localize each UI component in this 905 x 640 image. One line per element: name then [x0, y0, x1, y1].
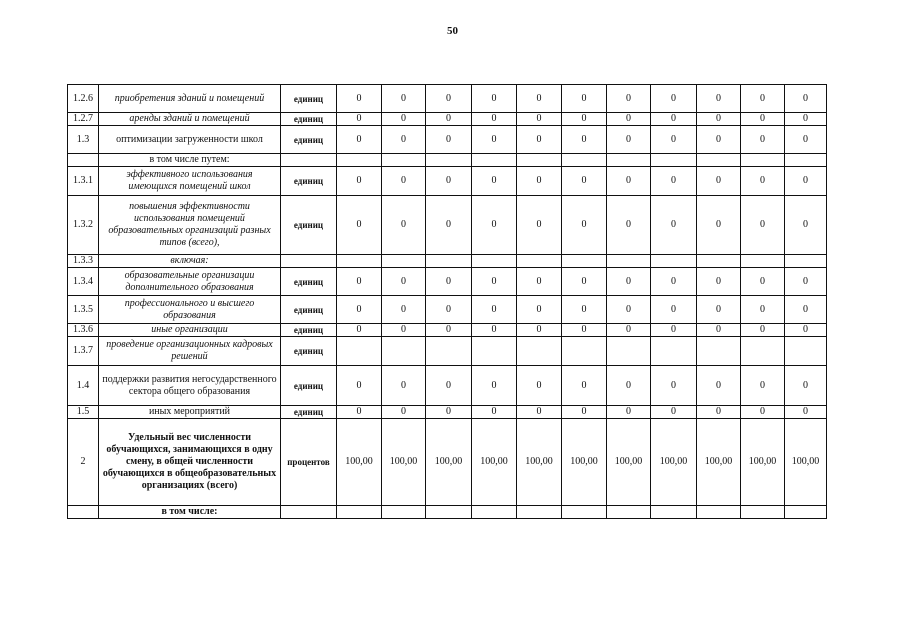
indicator-table [67, 84, 827, 519]
value-cell: 100,00 [382, 419, 426, 506]
value-cell [382, 154, 426, 167]
value-cell: 0 [517, 126, 562, 154]
value-cell: 0 [651, 126, 697, 154]
value-cell [697, 337, 741, 366]
value-cell: 0 [741, 85, 785, 113]
row-code: 1.5 [68, 406, 99, 419]
value-cell: 0 [697, 167, 741, 196]
value-cell: 0 [426, 406, 472, 419]
value-cell [517, 337, 562, 366]
value-cell [697, 506, 741, 519]
row-description: оптимизации загруженности школ [99, 126, 281, 154]
value-cell [785, 337, 827, 366]
value-cell: 0 [426, 113, 472, 126]
value-cell: 0 [562, 126, 607, 154]
table-row [68, 419, 827, 506]
value-cell: 0 [785, 113, 827, 126]
table-row [68, 126, 827, 154]
value-cell [426, 337, 472, 366]
value-cell: 0 [472, 366, 517, 406]
value-cell: 0 [517, 406, 562, 419]
table-row [68, 296, 827, 324]
value-cell: 0 [741, 268, 785, 296]
value-cell: 0 [607, 268, 651, 296]
row-description: приобретения зданий и помещений [99, 85, 281, 113]
row-description: повышения эффективности использования помещений образовательных организаций разных типов (всего), [99, 196, 281, 255]
value-cell: 0 [697, 324, 741, 337]
row-code: 1.2.6 [68, 85, 99, 113]
value-cell: 0 [607, 324, 651, 337]
value-cell: 0 [382, 113, 426, 126]
row-unit: процентов [281, 419, 337, 506]
value-cell: 100,00 [517, 419, 562, 506]
value-cell: 0 [562, 406, 607, 419]
value-cell [337, 255, 382, 268]
value-cell: 0 [607, 85, 651, 113]
table-row [68, 255, 827, 268]
value-cell: 0 [607, 296, 651, 324]
value-cell: 0 [337, 324, 382, 337]
value-cell [741, 337, 785, 366]
value-cell: 0 [337, 126, 382, 154]
value-cell: 0 [426, 296, 472, 324]
value-cell [382, 337, 426, 366]
table-row [68, 154, 827, 167]
value-cell [382, 255, 426, 268]
row-unit: единиц [281, 167, 337, 196]
value-cell: 0 [562, 366, 607, 406]
value-cell: 0 [517, 296, 562, 324]
value-cell: 0 [697, 126, 741, 154]
value-cell: 0 [651, 196, 697, 255]
value-cell: 0 [651, 366, 697, 406]
value-cell: 0 [426, 366, 472, 406]
row-code: 2 [68, 419, 99, 506]
value-cell: 0 [382, 85, 426, 113]
value-cell [607, 154, 651, 167]
value-cell: 0 [337, 196, 382, 255]
table-row [68, 337, 827, 366]
row-unit: единиц [281, 337, 337, 366]
value-cell: 0 [741, 296, 785, 324]
value-cell: 0 [607, 113, 651, 126]
value-cell: 0 [517, 167, 562, 196]
value-cell: 100,00 [426, 419, 472, 506]
value-cell [651, 255, 697, 268]
table-row [68, 85, 827, 113]
table-row [68, 366, 827, 406]
table-row [68, 324, 827, 337]
value-cell: 100,00 [785, 419, 827, 506]
table-row [68, 113, 827, 126]
row-code: 1.4 [68, 366, 99, 406]
value-cell: 0 [607, 196, 651, 255]
value-cell: 0 [472, 85, 517, 113]
value-cell: 0 [517, 196, 562, 255]
value-cell [785, 506, 827, 519]
value-cell: 0 [472, 324, 517, 337]
value-cell: 0 [785, 296, 827, 324]
value-cell: 0 [472, 406, 517, 419]
value-cell [562, 154, 607, 167]
value-cell [337, 337, 382, 366]
row-description: иных мероприятий [99, 406, 281, 419]
row-code: 1.3.4 [68, 268, 99, 296]
row-description: в том числе: [99, 506, 281, 519]
row-unit: единиц [281, 126, 337, 154]
value-cell [426, 154, 472, 167]
value-cell: 0 [517, 324, 562, 337]
row-unit: единиц [281, 324, 337, 337]
value-cell: 100,00 [697, 419, 741, 506]
value-cell: 0 [785, 366, 827, 406]
value-cell: 0 [607, 167, 651, 196]
row-unit [281, 255, 337, 268]
value-cell: 0 [337, 366, 382, 406]
value-cell [517, 506, 562, 519]
value-cell [697, 154, 741, 167]
value-cell: 0 [651, 268, 697, 296]
value-cell: 0 [426, 126, 472, 154]
value-cell [741, 506, 785, 519]
value-cell [472, 255, 517, 268]
row-description: образовательные организации дополнительного образования [99, 268, 281, 296]
value-cell: 0 [382, 126, 426, 154]
value-cell [651, 154, 697, 167]
value-cell [472, 506, 517, 519]
value-cell: 0 [517, 268, 562, 296]
value-cell: 0 [426, 324, 472, 337]
row-unit: единиц [281, 366, 337, 406]
value-cell: 0 [517, 366, 562, 406]
row-unit [281, 154, 337, 167]
value-cell [562, 255, 607, 268]
value-cell: 100,00 [741, 419, 785, 506]
value-cell: 0 [785, 126, 827, 154]
row-code [68, 154, 99, 167]
value-cell: 0 [607, 126, 651, 154]
value-cell: 0 [562, 85, 607, 113]
row-description: аренды зданий и помещений [99, 113, 281, 126]
row-unit: единиц [281, 113, 337, 126]
table-row [68, 506, 827, 519]
value-cell [785, 255, 827, 268]
row-description: профессионального и высшего образования [99, 296, 281, 324]
value-cell: 0 [697, 366, 741, 406]
value-cell: 0 [741, 126, 785, 154]
value-cell: 0 [562, 167, 607, 196]
value-cell [607, 506, 651, 519]
value-cell: 0 [697, 406, 741, 419]
value-cell: 0 [382, 366, 426, 406]
value-cell: 0 [651, 85, 697, 113]
value-cell: 0 [562, 296, 607, 324]
row-description: в том числе путем: [99, 154, 281, 167]
table-row [68, 167, 827, 196]
row-code: 1.3.2 [68, 196, 99, 255]
value-cell: 0 [607, 406, 651, 419]
value-cell: 0 [382, 406, 426, 419]
value-cell [562, 506, 607, 519]
row-code: 1.3 [68, 126, 99, 154]
value-cell [337, 154, 382, 167]
value-cell: 0 [472, 268, 517, 296]
value-cell: 0 [337, 113, 382, 126]
value-cell: 0 [741, 406, 785, 419]
value-cell: 0 [785, 167, 827, 196]
value-cell: 0 [382, 324, 426, 337]
value-cell: 0 [426, 196, 472, 255]
row-unit [281, 506, 337, 519]
value-cell: 0 [382, 196, 426, 255]
row-code: 1.3.3 [68, 255, 99, 268]
value-cell: 0 [562, 268, 607, 296]
value-cell: 0 [741, 324, 785, 337]
value-cell: 0 [697, 113, 741, 126]
value-cell [785, 154, 827, 167]
value-cell [607, 255, 651, 268]
value-cell: 100,00 [651, 419, 697, 506]
row-description: Удельный вес численности обучающихся, занимающихся в одну смену, в общей численности обучающихся в общеобразовательных организациях (всего) [99, 419, 281, 506]
table-row [68, 196, 827, 255]
value-cell: 0 [472, 296, 517, 324]
value-cell: 0 [472, 126, 517, 154]
value-cell [337, 506, 382, 519]
value-cell: 0 [337, 167, 382, 196]
value-cell: 0 [472, 196, 517, 255]
table-row [68, 268, 827, 296]
value-cell: 0 [426, 85, 472, 113]
row-unit: единиц [281, 406, 337, 419]
value-cell: 0 [785, 85, 827, 113]
value-cell: 0 [607, 366, 651, 406]
value-cell: 0 [382, 167, 426, 196]
value-cell: 0 [426, 167, 472, 196]
value-cell: 0 [697, 268, 741, 296]
value-cell [517, 154, 562, 167]
value-cell: 0 [517, 113, 562, 126]
row-description: проведение организационных кадровых решений [99, 337, 281, 366]
value-cell: 0 [472, 167, 517, 196]
value-cell: 0 [337, 296, 382, 324]
value-cell [697, 255, 741, 268]
value-cell [741, 154, 785, 167]
row-unit: единиц [281, 85, 337, 113]
value-cell [651, 337, 697, 366]
value-cell: 0 [562, 324, 607, 337]
row-description: эффективного использования имеющихся помещений школ [99, 167, 281, 196]
value-cell: 100,00 [337, 419, 382, 506]
value-cell: 100,00 [607, 419, 651, 506]
row-code: 1.3.7 [68, 337, 99, 366]
value-cell [651, 506, 697, 519]
value-cell: 0 [382, 296, 426, 324]
value-cell: 0 [517, 85, 562, 113]
value-cell: 0 [337, 268, 382, 296]
row-unit: единиц [281, 296, 337, 324]
row-code: 1.3.1 [68, 167, 99, 196]
value-cell: 0 [382, 268, 426, 296]
value-cell [472, 337, 517, 366]
value-cell: 0 [785, 324, 827, 337]
value-cell: 0 [785, 406, 827, 419]
value-cell [517, 255, 562, 268]
row-unit: единиц [281, 196, 337, 255]
value-cell: 0 [741, 196, 785, 255]
value-cell: 0 [651, 406, 697, 419]
value-cell [741, 255, 785, 268]
value-cell: 0 [741, 167, 785, 196]
value-cell: 0 [426, 268, 472, 296]
value-cell: 100,00 [562, 419, 607, 506]
value-cell [426, 506, 472, 519]
row-code: 1.2.7 [68, 113, 99, 126]
row-description: иные организации [99, 324, 281, 337]
value-cell [562, 337, 607, 366]
value-cell: 0 [562, 196, 607, 255]
value-cell: 0 [651, 296, 697, 324]
value-cell: 0 [697, 85, 741, 113]
row-unit: единиц [281, 268, 337, 296]
page-number: 50 [447, 25, 458, 37]
value-cell: 0 [562, 113, 607, 126]
value-cell: 0 [337, 85, 382, 113]
row-code [68, 506, 99, 519]
value-cell: 0 [785, 196, 827, 255]
value-cell: 0 [337, 406, 382, 419]
value-cell: 100,00 [472, 419, 517, 506]
value-cell [426, 255, 472, 268]
value-cell [607, 337, 651, 366]
value-cell: 0 [741, 113, 785, 126]
row-code: 1.3.5 [68, 296, 99, 324]
row-code: 1.3.6 [68, 324, 99, 337]
value-cell: 0 [697, 196, 741, 255]
table-row [68, 406, 827, 419]
value-cell: 0 [651, 324, 697, 337]
value-cell: 0 [651, 113, 697, 126]
value-cell: 0 [741, 366, 785, 406]
row-description: включая: [99, 255, 281, 268]
value-cell [472, 154, 517, 167]
value-cell: 0 [785, 268, 827, 296]
value-cell: 0 [697, 296, 741, 324]
value-cell: 0 [472, 113, 517, 126]
value-cell [382, 506, 426, 519]
value-cell: 0 [651, 167, 697, 196]
row-description: поддержки развития негосударственного сектора общего образования [99, 366, 281, 406]
